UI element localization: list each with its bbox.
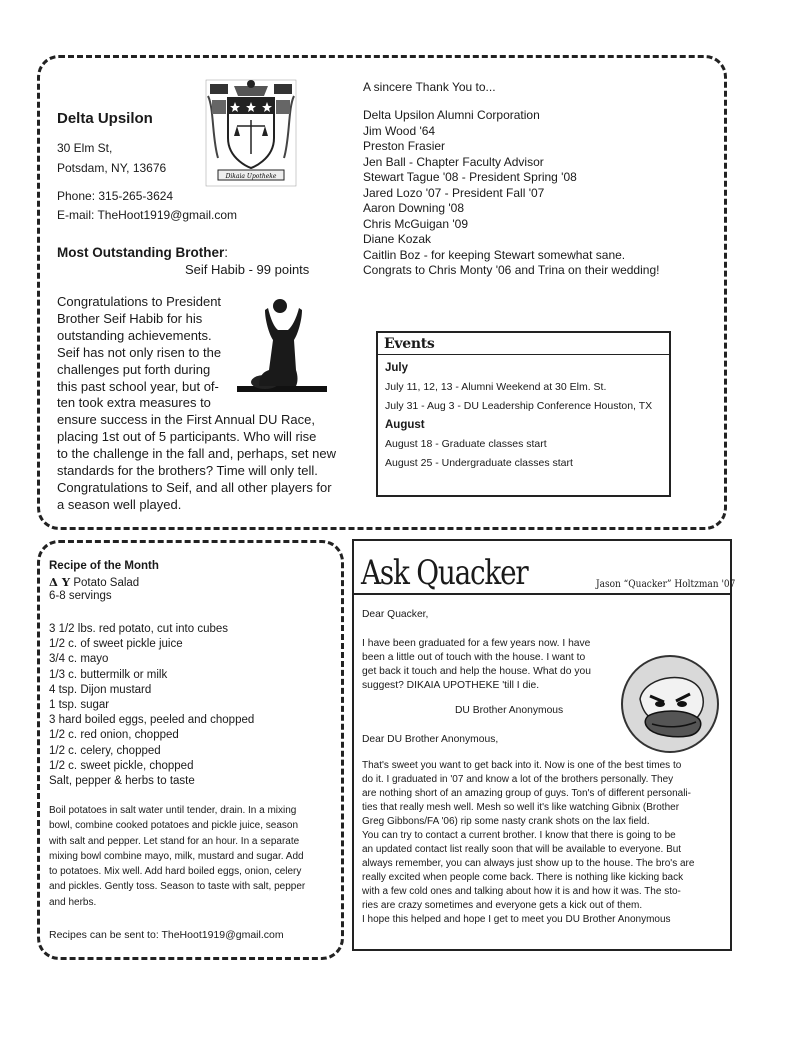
reply-greeting: Dear DU Brother Anonymous, (362, 734, 499, 745)
thanks-item: Aaron Downing '08 (363, 201, 465, 215)
thanks-item: Chris McGuigan '09 (363, 216, 468, 231)
recipe-name: Δ Y Potato Salad (49, 575, 140, 589)
ingredient: 1/2 c. sweet pickle, chopped (49, 759, 194, 772)
ingredient: 1/3 c. buttermilk or milk (49, 668, 168, 681)
ask-quacker-title: Ask Quacker (361, 553, 528, 593)
org-name: Delta Upsilon (57, 110, 153, 127)
reply-body: That's sweet you want to get back into it. Now is one of the best times to do it. I graduated in '07 and know a lot of the brothers personally. They are nothing short of an amazing group of guys. Ton's of different personali- ties that really mesh well. Mesh so well it's like watching Gibnix (Brother Greg Gibbons/FA '06) rip some nasty crank shots on the lax field. You can try to contact a current brother. I know that there is going to be an updated contact list really soon that will be available to everyone. But always remember, you can always just show up to the house. The bro's are really excited when people come back. There is nothing like kicking back with a few cold ones and talking about how it is and how it was. The sto- ries are crazy sometimes and everyone gets a kick out of them. I hope this helped and hope I get to meet you DU Brother Anonymous (362, 760, 695, 925)
crest-icon (204, 78, 298, 188)
ingredient: 4 tsp. Dijon mustard (49, 683, 152, 696)
thanks-item: Jen Ball - Chapter Faculty Advisor (363, 154, 544, 169)
events-box (376, 331, 671, 497)
event-item: August 18 - Graduate classes start (385, 438, 547, 450)
duck-mascot-icon (620, 654, 720, 754)
thanks-item: Stewart Tague '08 - President Spring '08 (363, 170, 577, 184)
recipe-heading: Recipe of the Month (49, 560, 159, 572)
outstanding-paragraph: Congratulations to President Brother Seif Habib for his outstanding achievements. Seif has not only risen to the challenges put forth during this past school year, but of- ten took extra measures to ensure success in the First Annual DU Race, placing 1st out of 5 participants. Who will rise to the challenge in the fall and, perhaps, set new standards for the brothers? Time will only tell. Congratulations to Seif, and all other players for a season well played. (57, 294, 336, 512)
recipe-instructions: Boil potatoes in salt water until tender, drain. In a mixing bowl, combine cooked potatoes and pickle juice, season with salt and pepper. Let stand for an hour. In a separate mixing bowl combine mayo, milk, mustard and sugar. Add to potatoes. Mix well. Add hard boiled eggs, onion, celery and pickles. Gently toss. Season to taste with salt, pepper and herbs. (49, 805, 306, 908)
thanks-list (363, 108, 659, 279)
address-line-1: 30 Elm St, (57, 141, 113, 155)
events-title: Events (378, 333, 669, 355)
ingredient: 1/2 c. of sweet pickle juice (49, 638, 183, 651)
phone: Phone: 315-265-3624 (57, 189, 174, 203)
thanks-item: Jim Wood '64 (363, 123, 436, 138)
thanks-item: Diane Kozak (363, 232, 432, 246)
letter-signoff: DU Brother Anonymous (455, 705, 564, 716)
thanks-item: Caitlin Boz - for keeping Stewart somewhat sane. (363, 247, 626, 262)
ingredient: 1/2 c. red onion, chopped (49, 729, 179, 742)
events-month-july: July (385, 362, 409, 374)
event-item: July 11, 12, 13 - Alumni Weekend at 30 Elm. St. (385, 381, 607, 393)
ingredient: 1 tsp. sugar (49, 699, 110, 712)
event-item: July 31 - Aug 3 - DU Leadership Conference Houston, TX (385, 400, 653, 412)
outstanding-winner: Seif Habib - 99 points (185, 262, 310, 277)
ingredient: Salt, pepper & herbs to taste (49, 775, 195, 788)
address-line-2: Potsdam, NY, 13676 (57, 161, 167, 175)
ask-quacker-byline: Jason “Quacker” Holtzman '07 (596, 579, 736, 590)
recipe-send-to: Recipes can be sent to: TheHoot1919@gmail.com (49, 929, 284, 941)
crest-motto: Dikaia Upotheke (225, 173, 277, 180)
thanks-item: Congrats to Chris Monty '06 and Trina on their wedding! (363, 263, 660, 277)
event-item: August 25 - Undergraduate classes start (385, 457, 573, 469)
thanks-item: Delta Upsilon Alumni Corporation (363, 108, 540, 122)
thanks-item: Jared Lozo '07 - President Fall '07 (363, 185, 545, 200)
letter-body: I have been graduated for a few years now. I have been a little out of touch with the house. I want to get back it touch and help the house. What do you suggest? DIKAIA UPOTHEKE 'till I die. (362, 638, 591, 691)
events-month-august: August (385, 419, 425, 431)
thanks-heading: A sincere Thank You to... (363, 80, 496, 94)
email: E-mail: TheHoot1919@gmail.com (57, 208, 238, 222)
ingredient: 3/4 c. mayo (49, 653, 109, 666)
outstanding-heading: Most Outstanding Brother: (57, 245, 229, 260)
letter-greeting: Dear Quacker, (362, 609, 429, 620)
ingredient: 3 1/2 lbs. red potato, cut into cubes (49, 623, 229, 635)
recipe-ingredients (49, 622, 254, 789)
ingredient: 1/2 c. celery, chopped (49, 744, 161, 757)
ingredient: 3 hard boiled eggs, peeled and chopped (49, 714, 255, 727)
thanks-item: Preston Frasier (363, 139, 446, 153)
recipe-servings: 6-8 servings (49, 590, 112, 602)
